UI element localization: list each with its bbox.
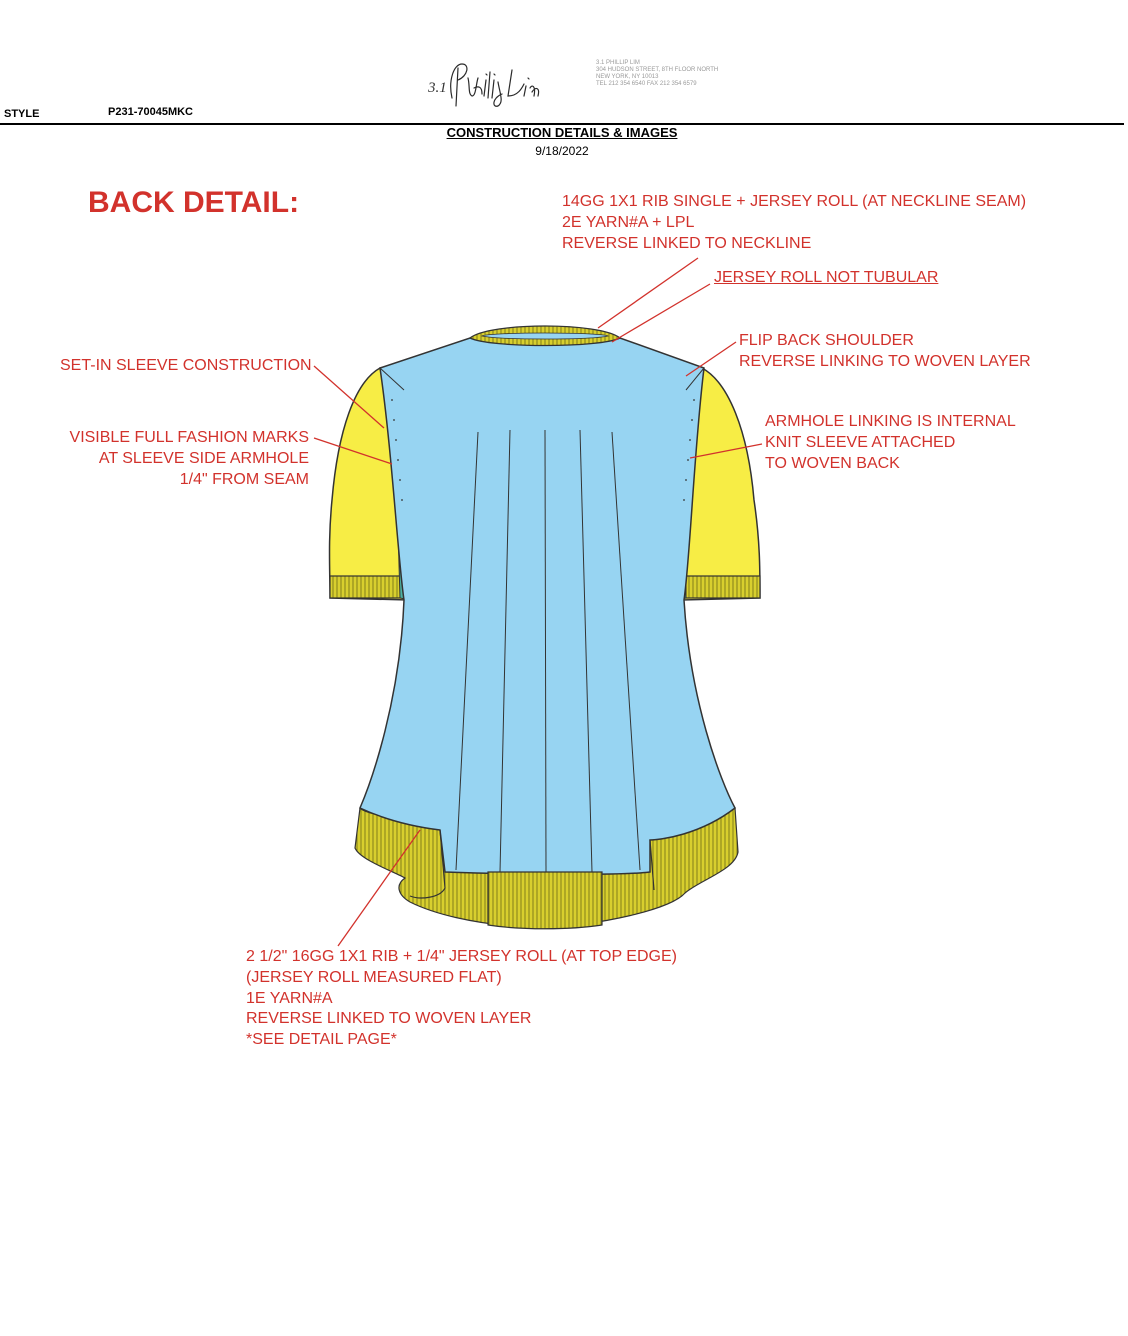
company-name: 3.1 PHILLIP LIM bbox=[596, 60, 640, 66]
document-date: 9/18/2022 bbox=[535, 144, 589, 158]
center-hem-rib bbox=[488, 872, 602, 929]
armhole-note: ARMHOLE LINKING IS INTERNAL KNIT SLEEVE ATTACHED TO WOVEN BACK bbox=[765, 413, 1016, 472]
company-city: NEW YORK, NY 10013 bbox=[596, 74, 659, 80]
sleeve-construction-note: SET-IN SLEEVE CONSTRUCTION bbox=[60, 357, 312, 374]
style-number: P231-70045MKC bbox=[108, 106, 193, 118]
left-cuff bbox=[330, 576, 408, 598]
hem-note: 2 1/2" 16GG 1X1 RIB + 1/4" JERSEY ROLL (AT TOP EDGE) (JERSEY ROLL MEASURED FLAT) 1E YARN#A REVERSE LINKED TO WOVEN LAYER *SEE DETAIL PAGE* bbox=[246, 948, 677, 1049]
shoulder-note: FLIP BACK SHOULDER REVERSE LINKING TO WOVEN LAYER bbox=[739, 332, 1031, 370]
company-phone: TEL 212 354 6540 FAX 212 354 6579 bbox=[596, 81, 697, 87]
section-title: CONSTRUCTION DETAILS & IMAGES bbox=[446, 125, 678, 140]
company-street: 304 HUDSON STREET, 8TH FLOOR NORTH bbox=[596, 67, 719, 73]
style-label: STYLE bbox=[4, 108, 40, 120]
page-title: BACK DETAIL: bbox=[88, 186, 300, 219]
jersey-roll-note: JERSEY ROLL NOT TUBULAR bbox=[714, 269, 939, 286]
neckline-note: 14GG 1X1 RIB SINGLE + JERSEY ROLL (AT NECKLINE SEAM) 2E YARN#A + LPL REVERSE LINKED TO NECKLINE bbox=[562, 193, 1027, 252]
fashion-marks-note: VISIBLE FULL FASHION MARKS AT SLEEVE SIDE ARMHOLE 1/4" FROM SEAM bbox=[69, 429, 309, 488]
right-cuff bbox=[684, 576, 760, 598]
svg-text:3.1: 3.1 bbox=[428, 80, 447, 96]
woven-back-panel bbox=[360, 338, 735, 874]
